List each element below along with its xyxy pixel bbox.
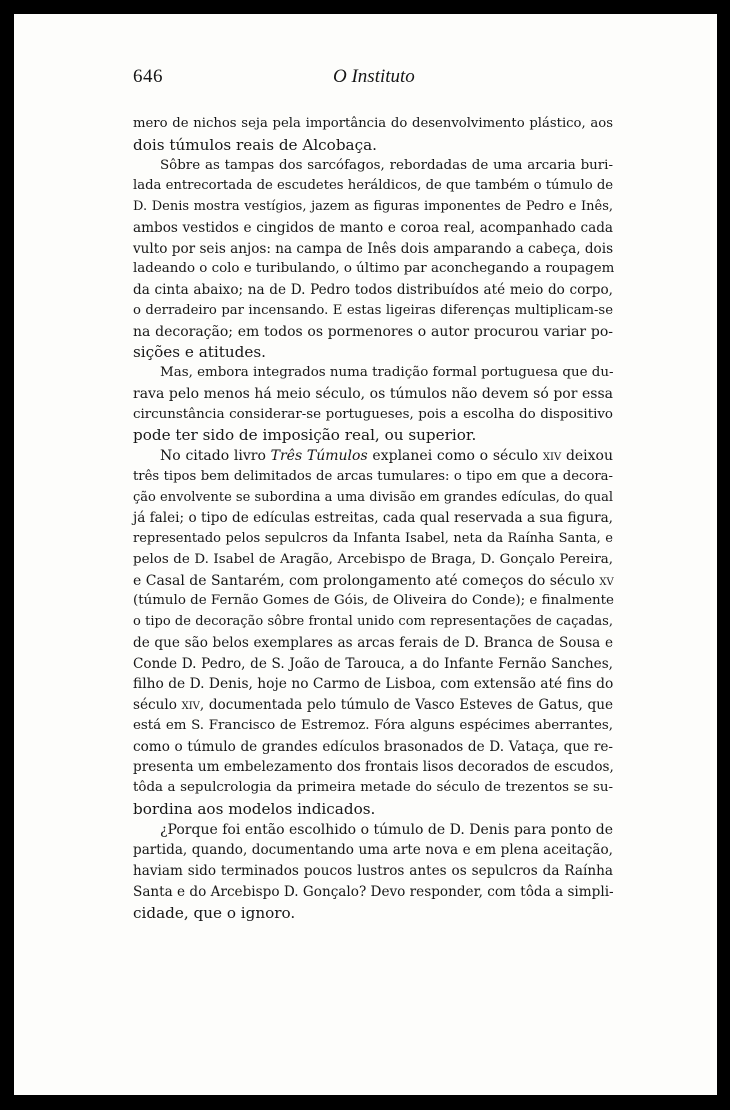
text-line: haviam sido terminados poucos lustros antes os sepulcros da Raínha bbox=[133, 863, 613, 879]
text-line: pelos de D. Isabel de Aragão, Arcebispo de Braga, D. Gonçalo Pereira, bbox=[133, 551, 613, 567]
text-line: tôda a sepulcrologia da primeira metade do século de trezentos se su- bbox=[133, 780, 613, 795]
text-line: ambos vestidos e cingidos de manto e coroa real, acompanhado cada bbox=[133, 219, 613, 236]
text-line: Conde D. Pedro, de S. João de Tarouca, a do Infante Fernão Sanches, bbox=[133, 655, 613, 672]
running-title: O Instituto bbox=[333, 66, 415, 87]
text-line: ¿Porque foi então escolhido o túmulo de D. Denis para ponto de bbox=[160, 821, 613, 838]
text-line: da cinta abaixo; na de D. Pedro todos distribuídos até meio do corpo, bbox=[133, 282, 613, 298]
text-line: o tipo de decoração sôbre frontal unido com representações de caçadas, bbox=[133, 614, 613, 629]
text-line: pode ter sido de imposição real, ou superior. bbox=[133, 426, 477, 445]
body-text bbox=[133, 114, 613, 923]
text-line: Mas, embora integrados numa tradição formal portuguesa que du- bbox=[160, 365, 614, 380]
text-line: lada entrecortada de escudetes heráldicos, de que também o túmulo de bbox=[133, 178, 614, 194]
text-segment: No citado livro bbox=[160, 448, 266, 464]
text-line: três tipos bem delimitados de arcas tumulares: o tipo em que a decora- bbox=[133, 468, 613, 484]
text-line: cidade, que o ignoro. bbox=[133, 903, 296, 922]
text-line: filho de D. Denis, hoje no Carmo de Lisboa, com extensão até fins do bbox=[133, 676, 614, 693]
text-line: dois túmulos reais de Alcobaça. bbox=[133, 135, 377, 154]
text-line: (túmulo de Fernão Gomes de Góis, de Oliveira do Conde); e finalmente bbox=[133, 593, 614, 609]
text-line: como o túmulo de grandes edículos brasonados de D. Vataça, que re- bbox=[133, 738, 613, 755]
text-line: bordina aos modelos indicados. bbox=[133, 799, 376, 818]
century-numeral: xiv, bbox=[181, 697, 205, 713]
text-line: mero de nichos seja pela importância do desenvolvimento plástico, aos bbox=[133, 116, 613, 131]
text-line: sições e atitudes. bbox=[133, 343, 266, 362]
text-segment: século bbox=[133, 697, 177, 713]
text-line: circunstância considerar-se portugueses, pois a escolha do dispositivo bbox=[133, 406, 613, 422]
text-line: o derradeiro par incensando. E estas ligeiras diferenças multiplicam-se bbox=[133, 302, 613, 318]
text-line bbox=[133, 571, 613, 592]
book-title: Três Túmulos bbox=[270, 448, 368, 464]
century-numeral: xiv bbox=[542, 448, 562, 464]
page-header bbox=[133, 66, 623, 96]
text-line: de que são belos exemplares as arcas ferais de D. Branca de Sousa e bbox=[133, 634, 613, 651]
text-line bbox=[133, 446, 613, 467]
text-line: partida, quando, documentando uma arte nova e em plena aceitação, bbox=[133, 842, 613, 859]
text-line: ção envolvente se subordina a uma divisão em grandes edículas, do qual bbox=[133, 489, 613, 505]
text-line bbox=[133, 695, 613, 716]
page-number: 646 bbox=[133, 66, 163, 87]
text-line: ladeando o colo e turibulando, o último par aconchegando a roupagem bbox=[133, 261, 615, 277]
text-segment: deixou bbox=[565, 448, 614, 464]
text-segment: documentada pelo túmulo de Vasco Esteves de Gatus, que bbox=[208, 697, 614, 713]
text-line: Santa e do Arcebispo D. Gonçalo? Devo responder, com tôda a simpli- bbox=[133, 883, 614, 900]
text-line: rava pelo menos há meio século, os túmulos não devem só por essa bbox=[133, 385, 613, 402]
text-segment: e Casal de Santarém, com prolongamento até começos do século bbox=[133, 572, 595, 589]
text-line: D. Denis mostra vestígios, jazem as figuras imponentes de Pedro e Inês, bbox=[133, 199, 613, 214]
text-line: presenta um embelezamento dos frontais lisos decorados de escudos, bbox=[133, 759, 614, 776]
text-line: já falei; o tipo de edículas estreitas, cada qual reservada a sua figura, bbox=[133, 510, 613, 527]
text-line: Sôbre as tampas dos sarcófagos, rebordadas de uma arcaria buri- bbox=[160, 157, 613, 173]
text-line: na decoração; em todos os pormenores o autor procurou variar po- bbox=[133, 323, 613, 340]
text-line: está em S. Francisco de Estremoz. Fóra alguns espécimes aberrantes, bbox=[133, 717, 613, 733]
text-line: representado pelos sepulcros da Infanta Isabel, neta da Raínha Santa, e bbox=[133, 531, 613, 546]
century-numeral: xv bbox=[599, 572, 614, 589]
text-segment: explanei como o século bbox=[372, 448, 539, 464]
text-line: vulto por seis anjos: na campa de Inês dois amparando a cabeça, dois bbox=[133, 240, 614, 257]
